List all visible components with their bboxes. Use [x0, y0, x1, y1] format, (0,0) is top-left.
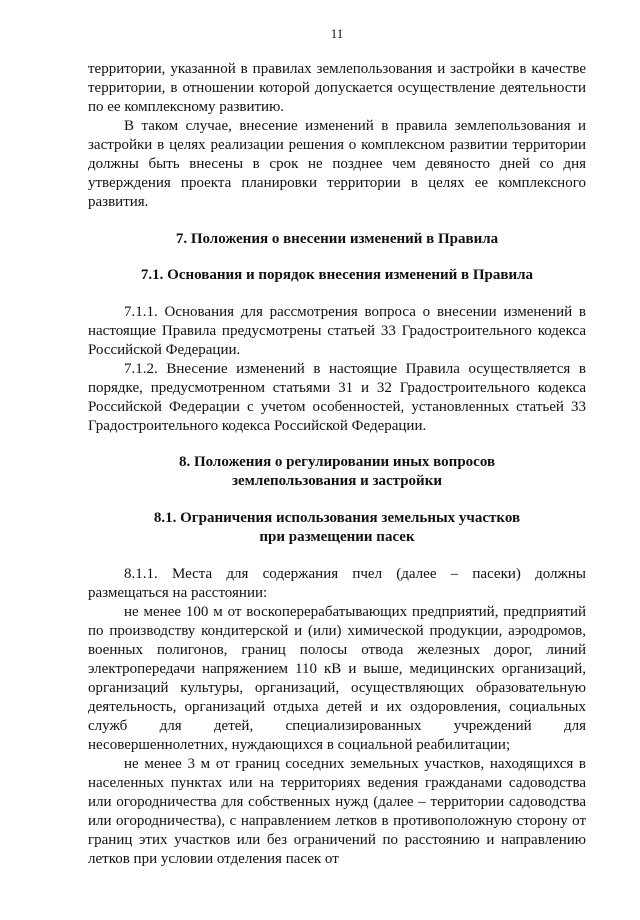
list-item-3m-distance: не менее 3 м от границ соседних земельных участков, находящихся в населенных пунктах или на территориях ведения гражданами садоводства или огородничества для собственных нужд (далее – территории садоводства или огородничества), с направлением летков в противоположную сторону от границ этих участков или без ограничений по расстоянию и направлению летков при условии отделения пасек от	[88, 756, 586, 867]
page-number: 11	[330, 26, 344, 41]
paragraph-7-1-1: 7.1.1. Основания для рассмотрения вопроса о внесении изменений в настоящие Правила предусмотрены статьей 33 Градостроительного кодекса Российской Федерации.	[88, 304, 586, 358]
paragraph-territory-continuation: территории, указанной в правилах землепользования и застройки в качестве территории, в отношении которой допускается осуществление деятельности по ее комплексному развитию.	[88, 61, 586, 115]
section-7-heading: 7. Положения о внесении изменений в Правила	[175, 231, 499, 247]
section-8-1-heading-line1: 8.1. Ограничения использования земельных участков	[153, 510, 521, 526]
document-page	[88, 26, 586, 869]
paragraph-8-1-1: 8.1.1. Места для содержания пчел (далее – пасеки) должны размещаться на расстоянии:	[88, 566, 586, 601]
section-8-heading	[88, 453, 586, 491]
section-8-1-heading	[88, 509, 586, 547]
paragraph-amendment-deadline: В таком случае, внесение изменений в правила землепользования и застройки в целях реализации решения о комплексном развитии территории должны быть внесены в срок не позднее чем девяносто дней со дня утверждения проекта планировки территории в целях ее комплексного развития.	[88, 118, 586, 210]
section-7-1-heading: 7.1. Основания и порядок внесения изменений в Правила	[140, 267, 534, 283]
section-8-heading-line2: землепользования и застройки	[232, 473, 442, 489]
paragraph-7-1-2: 7.1.2. Внесение изменений в настоящие Правила осуществляется в порядке, предусмотренном статьями 31 и 32 Градостроительного кодекса Российской Федерации с учетом особенностей, установленных статьей 33 Градостроительного кодекса Российской Федерации.	[88, 361, 586, 434]
list-item-100m-distance: не менее 100 м от воскоперерабатывающих предприятий, предприятий по производству кондитерской и (или) химической продукции, аэродромов, военных полигонов, границ полосы отвода железных дорог, линий электропередачи напряжением 110 кВ и выше, медицинских организаций, организаций культуры, организаций, осуществляющих образовательную деятельность, организаций отдыха детей и их оздоровления, социальных служб для детей, специализированных учреждений для несовершеннолетних, нуждающихся в социальной реабилитации;	[88, 604, 586, 753]
section-8-heading-line1: 8. Положения о регулировании иных вопросов	[178, 454, 496, 470]
section-8-1-heading-line2: при размещении пасек	[259, 529, 415, 545]
